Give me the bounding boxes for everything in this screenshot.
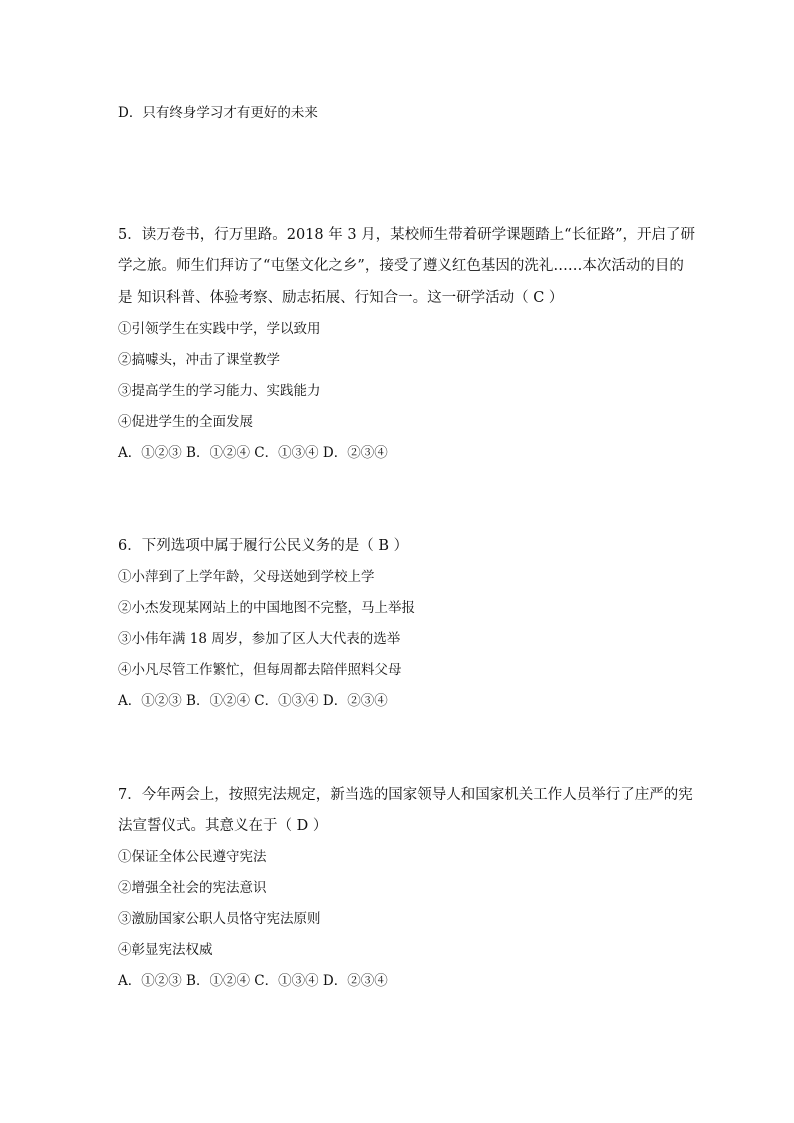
q6-statement-3: ③小伟年满 18 周岁，参加了区人大代表的选举 <box>118 631 401 647</box>
q6-stem: 6．下列选项中属于履行公民义务的是（ B ） <box>118 538 409 554</box>
q5-stem-line-1: 5．读万卷书，行万里路。2018 年 3 月，某校师生带着研学课题踏上“长征路”，开启了研 <box>118 227 696 243</box>
q7-statement-3: ③激励国家公职人员恪守宪法原则 <box>118 911 321 927</box>
q6-statement-2: ②小杰发现某网站上的中国地图不完整，马上举报 <box>118 600 415 616</box>
q7-statement-1: ①保证全体公民遵守宪法 <box>118 849 267 865</box>
q5-stem-line-2: 学之旅。师生们拜访了“屯堡文化之乡”，接受了遵义红色基因的洗礼……本次活动的目的 <box>118 258 684 274</box>
q5-stem-line-3: 是 知识科普、体验考察、励志拓展、行知合一。这一研学活动（ C ） <box>118 290 564 306</box>
q7-statement-4: ④彰显宪法权威 <box>118 942 213 958</box>
q4-option-d: D．只有终身学习才有更好的未来 <box>118 105 318 121</box>
q7-options: A．①②③ B．①②④ C．①③④ D．②③④ <box>118 973 388 989</box>
q5-statement-4: ④促进学生的全面发展 <box>118 414 253 430</box>
q6-statement-4: ④小凡尽管工作繁忙，但每周都去陪伴照料父母 <box>118 662 402 678</box>
q6-statement-1: ①小萍到了上学年龄，父母送她到学校上学 <box>118 569 375 585</box>
q5-statement-2: ②搞噱头，冲击了课堂教学 <box>118 352 280 368</box>
q6-options: A．①②③ B．①②④ C．①③④ D．②③④ <box>118 693 388 709</box>
q7-stem-line-1: 7．今年两会上，按照宪法规定，新当选的国家领导人和国家机关工作人员举行了庄严的宪 <box>118 787 693 803</box>
q7-stem-line-2: 法宣誓仪式。其意义在于（ D ） <box>118 818 328 834</box>
q5-options: A．①②③ B．①②④ C．①③④ D．②③④ <box>118 445 388 461</box>
q7-statement-2: ②增强全社会的宪法意识 <box>118 880 267 896</box>
q5-statement-1: ①引领学生在实践中学，学以致用 <box>118 321 321 337</box>
q5-statement-3: ③提高学生的学习能力、实践能力 <box>118 383 321 399</box>
